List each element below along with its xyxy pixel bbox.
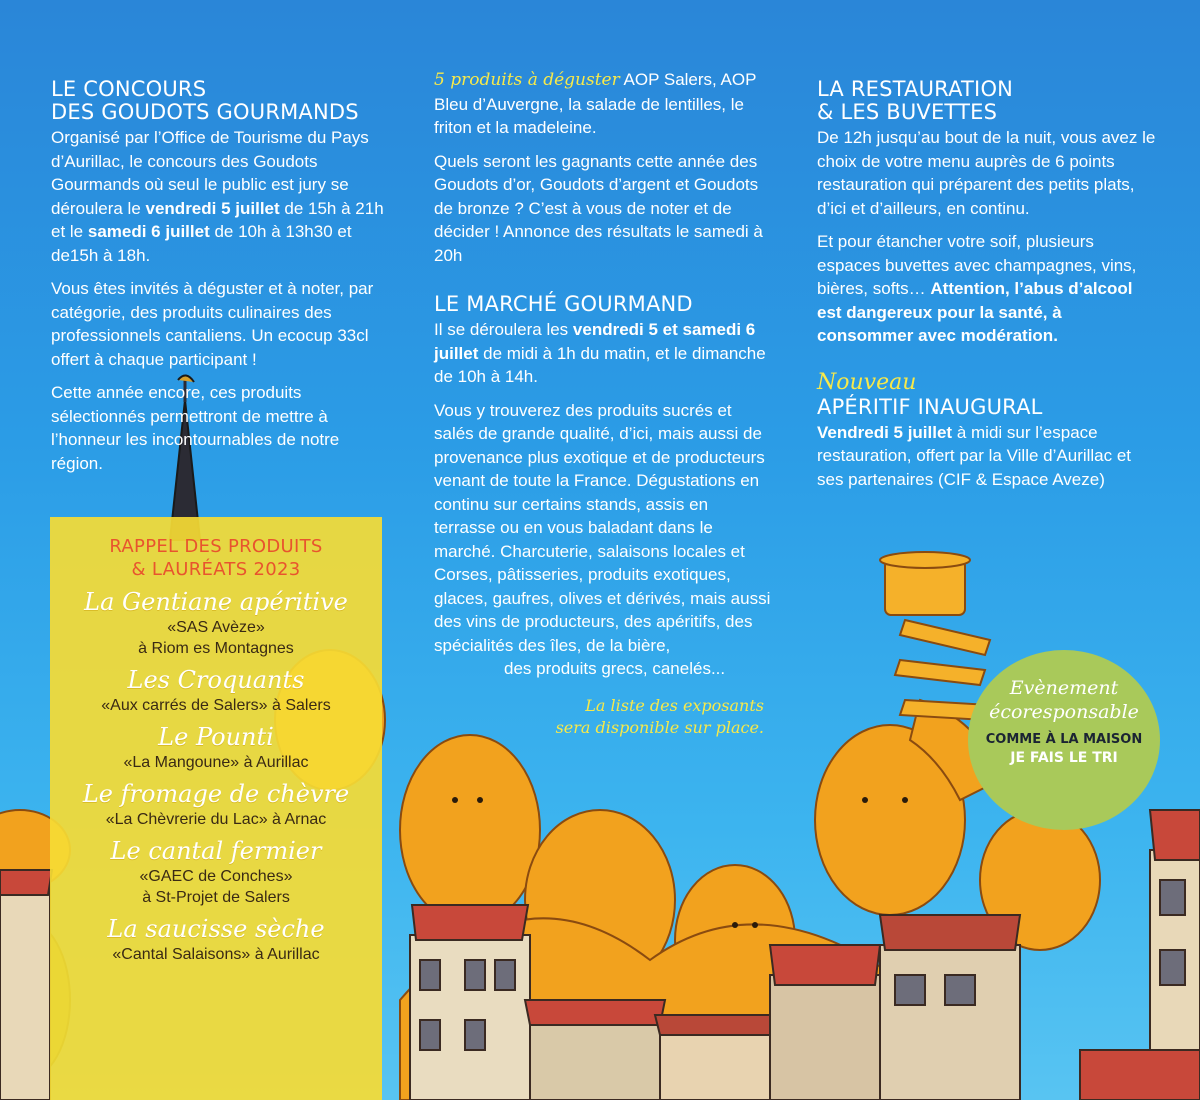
concours-paragraph-3: Cette année encore, ces produits sélectionnés permettront de mettre à l’honneur les incontournables de notre région.: [51, 383, 340, 473]
produits-script-label: 5 produits à déguster: [434, 70, 620, 90]
prize-location: à St-Projet de Salers: [142, 889, 290, 906]
concours-paragraph-2: Vous êtes invités à déguster et à noter, par catégorie, des produits culinaires des professionnels cantaliens. Un ecocup 33cl offert à chaque participant !: [51, 279, 374, 369]
concours-paragraph-1: [51, 126, 391, 267]
exposants-note-line1: La liste des exposants: [585, 695, 764, 715]
concours-p1-text-a: Organisé par l’Office de Tourisme du Pays d’Aurillac, le concours des Goudots Gourmands où seul le public est jury se déroulera le: [51, 128, 369, 218]
marche-paragraph-2: Vous y trouverez des produits sucrés et salés de grande qualité, d’ici, mais aussi de provenance plus exotique et de producteurs venant de toute la France. Dégustations en continu sur certains stands, assis en terrasse ou en vous baladant dans le marché. Charcuterie, salaisons locales et Corses, pâtisseries, produits exotiques, glaces, gaufres, olives et dérivés, mais aussi des vins de producteurs, des apéritifs, des spécialités des îles, de la bière,: [434, 400, 771, 655]
prize-winner: «Cantal Salaisons» à Aurillac: [112, 946, 320, 963]
concours-p1-date-saturday: samedi 6 juillet: [87, 222, 210, 241]
concours-heading: [51, 78, 391, 124]
prize-name: Les Croquants: [127, 666, 305, 694]
marche-paragraph-1: [434, 318, 774, 389]
prize-winner: «Aux carrés de Salers» à Salers: [101, 697, 331, 714]
prize-location: à Riom es Montagnes: [138, 640, 294, 657]
alcool-warning: Attention, l’abus d’alcool est dangereux pour la santé, à consommer avec modération.: [817, 279, 1133, 345]
prize-winner: «SAS Avèze»: [167, 619, 265, 636]
prize-winner: «La Chèvrerie du Lac» à Arnac: [105, 811, 327, 828]
restauration-paragraph-2: [817, 230, 1157, 348]
badge-line4: JE FAIS LE TRI: [1010, 750, 1118, 766]
restauration-heading: [817, 78, 1157, 124]
prize-item: [50, 914, 382, 965]
aperitif-date: Vendredi 5 juillet: [817, 422, 953, 442]
prize-winner: «La Mangoune» à Aurillac: [123, 754, 309, 771]
marche-section: [434, 68, 774, 739]
prize-item: [50, 665, 382, 716]
restauration-heading-line1: LA RESTAURATION: [817, 77, 1014, 101]
concours-p1-text-e: de 10h à 13h30 et de15h à 18h.: [51, 222, 352, 265]
badge-line1: Evènement: [1009, 677, 1119, 699]
concours-heading-line2: DES GOUDOTS GOURMANDS: [51, 100, 359, 124]
laureats-title-line2: & LAURÉATS 2023: [131, 559, 301, 580]
exposants-note-line2: sera disponible sur place.: [555, 717, 764, 737]
badge-line2: écoresponsable: [989, 701, 1139, 723]
laureats-box: [50, 517, 382, 1100]
aperitif-text: à midi sur l’espace restauration, offert par la Ville d’Aurillac et ses partenaires (CIF & Espace Aveze): [817, 422, 1132, 489]
prize-winner: «GAEC de Conches»: [139, 868, 293, 885]
prize-name: Le fromage de chèvre: [82, 780, 350, 808]
aperitif-heading: APÉRITIF INAUGURAL: [817, 394, 1043, 419]
prize-item: [50, 836, 382, 908]
eco-badge: [968, 650, 1160, 830]
marche-p1-text-c: de midi à 1h du matin, et le dimanche de 10h à 14h.: [434, 343, 766, 386]
restauration-section: [817, 78, 1157, 491]
buvettes-text: Et pour étancher votre soif, plusieurs espaces buvettes avec champagnes, vins, bières, softs…: [817, 232, 1137, 298]
marche-p1-text-a: Il se déroulera les: [434, 320, 573, 339]
nouveau-label: Nouveau: [817, 369, 917, 395]
restauration-heading-line2: & LES BUVETTES: [817, 100, 998, 124]
badge-line3: COMME À LA MAISON: [985, 732, 1143, 747]
laureats-title: [50, 535, 382, 581]
marche-p1-dates: vendredi 5 et samedi 6 juillet: [434, 320, 756, 363]
gagnants-paragraph: Quels seront les gagnants cette année des Goudots d’or, Goudots d’argent et Goudots de bronze ? C’est à vous de noter et de décider ! Annonce des résultats le samedi à 20h: [434, 151, 763, 265]
prize-item: [50, 722, 382, 773]
prize-item: [50, 779, 382, 830]
concours-p1-text-c: de 15h à 21h et le: [51, 198, 384, 241]
laureats-title-line1: RAPPEL DES PRODUITS: [109, 536, 323, 557]
marche-heading: LE MARCHÉ GOURMAND: [434, 292, 693, 316]
exposants-note: [434, 695, 774, 739]
concours-section: [51, 78, 391, 475]
produits-text: AOP Salers, AOP Bleu d’Auvergne, la salade de lentilles, le friton et la madeleine.: [434, 70, 757, 137]
concours-heading-line1: LE CONCOURS: [51, 77, 207, 101]
prize-name: Le cantal fermier: [110, 837, 322, 865]
restauration-paragraph-1: De 12h jusqu’au bout de la nuit, vous avez le choix de votre menu auprès de 6 points restauration qui préparent des petits plats, d’ici et d’ailleurs, en continu.: [817, 128, 1156, 218]
prize-item: [50, 587, 382, 659]
aperitif-paragraph: [817, 421, 1157, 492]
concours-p1-date-friday: vendredi 5 juillet: [145, 198, 280, 218]
marche-paragraph-2-last: des produits grecs, canelés...: [504, 659, 726, 678]
produits-paragraph: [434, 68, 774, 140]
prize-name: Le Pounti: [158, 723, 274, 751]
prize-name: La Gentiane apéritive: [84, 588, 348, 616]
prize-name: La saucisse sèche: [107, 915, 325, 943]
